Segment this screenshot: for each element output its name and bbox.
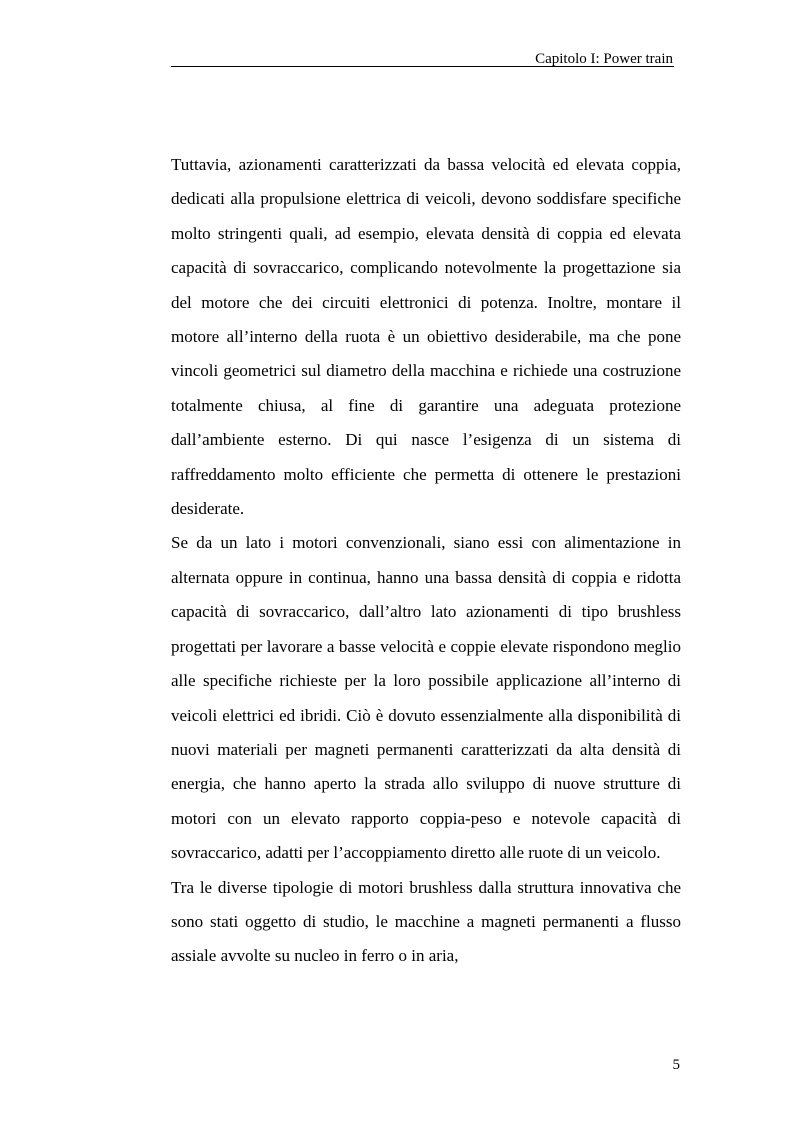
paragraph: Tuttavia, azionamenti caratterizzati da bassa velocità ed elevata coppia, dedicati alla propulsione elettrica di veicoli, devono soddisfare specifiche molto stringenti quali, ad esempio, elevata densità di coppia ed elevata capacità di sovraccarico, complicando notevolmente la progettazione sia del motore che dei circuiti elettronici di potenza. Inoltre, montare il motore all’interno della ruota è un obiettivo desiderabile, ma che pone vincoli geometrici sul diametro della macchina e richiede una costruzione totalmente chiusa, al fine di garantire una adeguata protezione dall’ambiente esterno. Di qui nasce l’esigenza di un sistema di raffreddamento molto efficiente che permetta di ottenere le prestazioni desiderate. [171,155,681,519]
page-body [171,148,681,974]
paragraph: Tra le diverse tipologie di motori brushless dalla struttura innovativa che sono stati oggetto di studio, le macchine a magneti permanenti a flusso assiale avvolte su nucleo in ferro o in aria, [171,877,681,966]
paragraph: Se da un lato i motori convenzionali, siano essi con alimentazione in alternata oppure in continua, hanno una bassa densità di coppia e ridotta capacità di sovraccarico, dall’altro lato azionamenti di tipo brushless progettati per lavorare a basse velocità e coppie elevate rispondono meglio alle specifiche richieste per la loro possibile applicazione all’interno di veicoli elettrici ed ibridi. Ciò è dovuto essenzialmente alla disponibilità di nuovi materiali per magneti permanenti caratterizzati da alta densità di energia, che hanno aperto la strada allo sviluppo di nuove strutture di motori con un elevato rapporto coppia-peso e notevole capacità di sovraccarico, adatti per l’accoppiamento diretto alle ruote di un veicolo. [171,533,681,863]
header-rule [171,66,674,67]
running-header: Capitolo I: Power train [535,51,673,67]
page-number: 5 [672,1057,680,1073]
